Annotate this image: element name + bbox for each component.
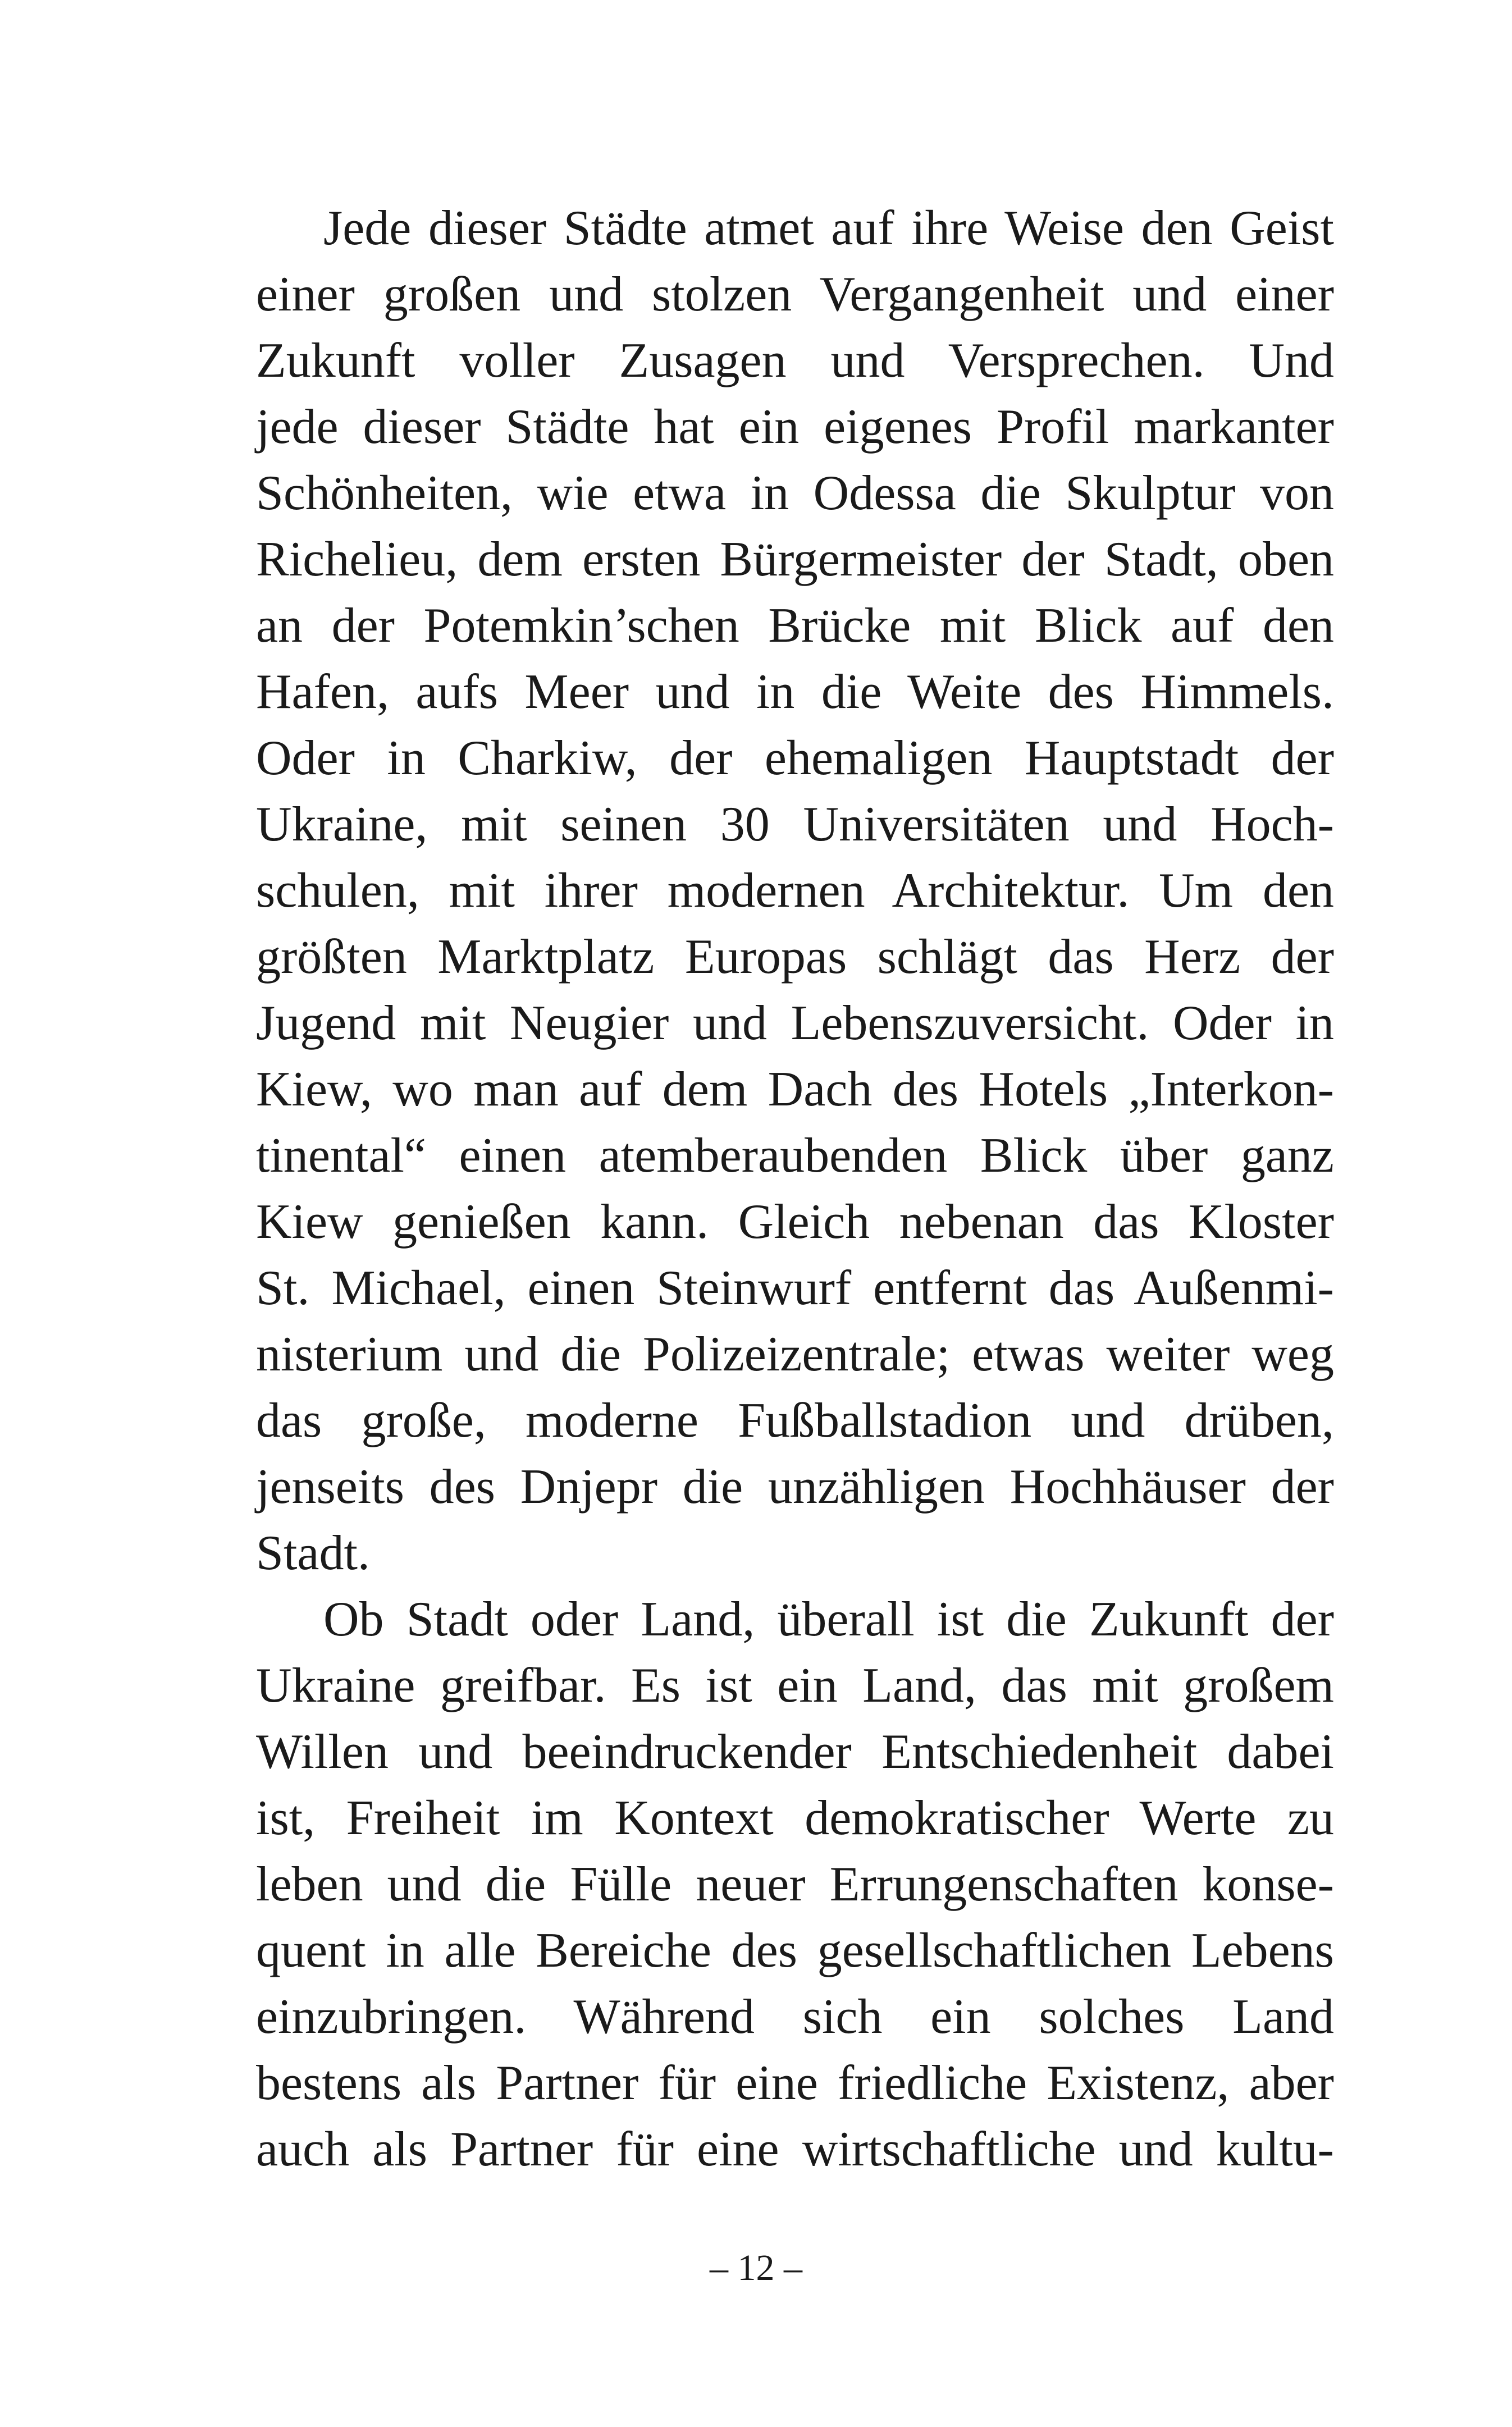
text-line: Stadt.	[256, 1526, 370, 1580]
page-number: – 12 –	[710, 2247, 802, 2288]
paragraph-1	[256, 195, 1334, 1587]
text-line: einzubringen. Während sich ein solches Land	[256, 1990, 1334, 2044]
text-line: Ob Stadt oder Land, überall ist die Zukunft der	[323, 1592, 1334, 1647]
text-line: leben und die Fülle neuer Errungenschaften konse-	[256, 1857, 1334, 1912]
text-line: das große, moderne Fußballstadion und drüben,	[256, 1393, 1334, 1448]
text-line: Zukunft voller Zusagen und Versprechen. Und	[256, 333, 1334, 388]
text-line: größten Marktplatz Europas schlägt das Herz der	[256, 930, 1334, 984]
text-line: Willen und beeindruckender Entschiedenheit dabei	[256, 1725, 1334, 1779]
text-line: Oder in Charkiw, der ehemaligen Hauptstadt der	[256, 731, 1334, 785]
text-line: Kiew, wo man auf dem Dach des Hotels „Interkon-	[256, 1062, 1334, 1117]
text-line: Jede dieser Städte atmet auf ihre Weise den Geist	[323, 201, 1334, 255]
text-line: Hafen, aufs Meer und in die Weite des Himmels.	[256, 665, 1334, 719]
text-line: quent in alle Bereiche des gesellschaftlichen Lebens	[256, 1923, 1334, 1978]
body-text	[256, 195, 1334, 2183]
text-line: Ukraine, mit seinen 30 Universitäten und Hoch-	[256, 797, 1334, 852]
text-line: schulen, mit ihrer modernen Architektur. Um den	[256, 863, 1334, 918]
text-line: tinental“ einen atemberaubenden Blick über ganz	[256, 1128, 1334, 1183]
text-line: jede dieser Städte hat ein eigenes Profil markanter	[256, 400, 1334, 454]
text-line: St. Michael, einen Steinwurf entfernt das Außenmi-	[256, 1261, 1334, 1315]
text-line: an der Potemkin’schen Brücke mit Blick auf den	[256, 598, 1334, 653]
text-line: einer großen und stolzen Vergangenheit und einer	[256, 267, 1334, 322]
text-line: jenseits des Dnjepr die unzähligen Hochhäuser der	[256, 1460, 1334, 1514]
text-line: auch als Partner für eine wirtschaftliche und kultu-	[256, 2122, 1334, 2177]
text-line: ist, Freiheit im Kontext demokratischer Werte zu	[256, 1791, 1334, 1845]
text-line: Jugend mit Neugier und Lebenszuversicht. Oder in	[256, 996, 1334, 1050]
text-line: Schönheiten, wie etwa in Odessa die Skulptur von	[256, 466, 1334, 520]
text-line: bestens als Partner für eine friedliche Existenz, aber	[256, 2056, 1334, 2110]
text-line: Ukraine greifbar. Es ist ein Land, das mit großem	[256, 1658, 1334, 1713]
text-line: nisterium und die Polizeizentrale; etwas weiter weg	[256, 1327, 1334, 1382]
text-line: Richelieu, dem ersten Bürgermeister der Stadt, oben	[256, 532, 1334, 587]
text-line: Kiew genießen kann. Gleich nebenan das Kloster	[256, 1195, 1334, 1249]
paragraph-2	[256, 1587, 1334, 2183]
